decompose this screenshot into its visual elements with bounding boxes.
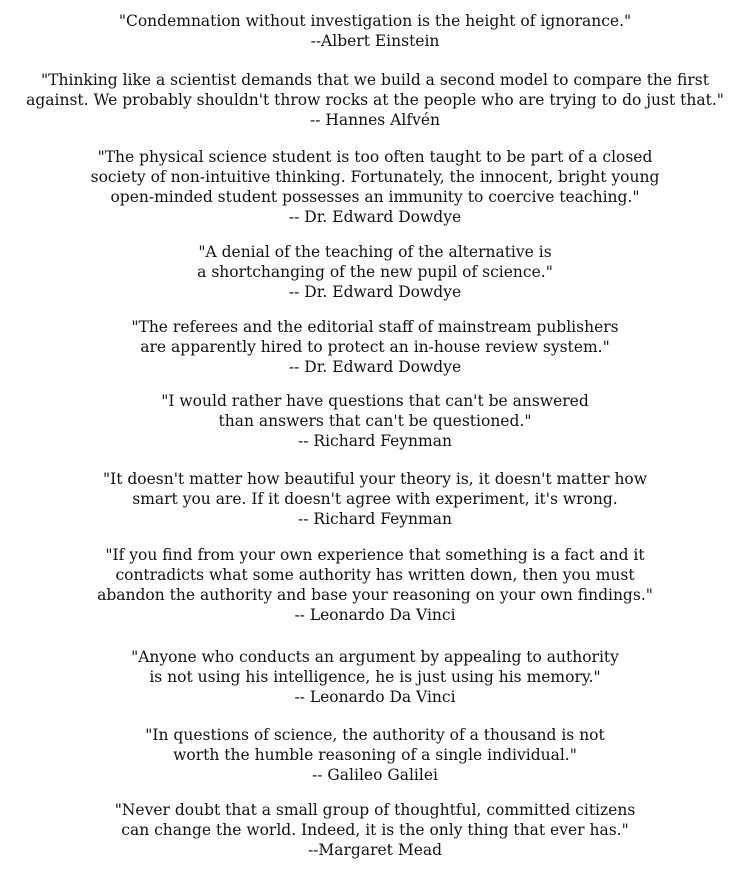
quote-block — [0, 800, 750, 860]
quote-line: "The referees and the editorial staff of mainstream publishers — [131, 318, 619, 336]
quote-line: "Condemnation without investigation is the height of ignorance." — [118, 12, 632, 30]
quote-block — [0, 70, 750, 130]
quote-author: -- Dr. Edward Dowdye — [288, 283, 462, 301]
quote-author: -- Dr. Edward Dowdye — [288, 358, 462, 376]
quote-line: than answers that can't be questioned." — [218, 412, 532, 430]
quote-block — [0, 242, 750, 302]
quote-block — [0, 391, 750, 451]
quote-line: "The physical science student is too often taught to be part of a closed — [97, 148, 653, 166]
quote-line: contradicts what some authority has written down, then you must — [115, 566, 635, 584]
quote-author: --Margaret Mead — [307, 841, 443, 859]
quote-line: smart you are. If it doesn't agree with experiment, it's wrong. — [132, 490, 618, 508]
quote-line: is not using his intelligence, he is just using his memory." — [149, 668, 601, 686]
quote-author: -- Hannes Alfvén — [310, 111, 440, 129]
quote-line: "Anyone who conducts an argument by appealing to authority — [131, 648, 619, 666]
quote-line: "I would rather have questions that can't be answered — [161, 392, 589, 410]
quote-author: -- Dr. Edward Dowdye — [288, 208, 462, 226]
quote-line: against. We probably shouldn't throw rocks at the people who are trying to do just that." — [26, 91, 724, 109]
quote-line: "Never doubt that a small group of thoughtful, committed citizens — [114, 801, 636, 819]
quote-block — [0, 647, 750, 707]
quote-line: "Thinking like a scientist demands that we build a second model to compare the first — [41, 71, 709, 89]
quote-line: "It doesn't matter how beautiful your theory is, it doesn't matter how — [102, 470, 648, 488]
quote-block — [0, 317, 750, 377]
quote-author: -- Richard Feynman — [298, 432, 452, 450]
quote-line: abandon the authority and base your reasoning on your own findings." — [97, 586, 653, 604]
quote-line: society of non-intuitive thinking. Fortunately, the innocent, bright young — [90, 168, 660, 186]
quote-line: "A denial of the teaching of the alternative is — [198, 243, 552, 261]
quote-block — [0, 11, 750, 51]
quote-line: are apparently hired to protect an in-house review system." — [140, 338, 610, 356]
quote-author: -- Leonardo Da Vinci — [294, 606, 456, 624]
quote-line: open-minded student possesses an immunity to coercive teaching." — [110, 188, 640, 206]
quote-author: -- Leonardo Da Vinci — [294, 688, 456, 706]
quote-block — [0, 545, 750, 625]
quote-line: a shortchanging of the new pupil of science." — [197, 263, 553, 281]
quote-author: -- Richard Feynman — [298, 510, 452, 528]
quote-block — [0, 725, 750, 785]
quote-line: worth the humble reasoning of a single individual." — [173, 746, 577, 764]
quote-author: -- Galileo Galilei — [312, 766, 438, 784]
quote-author: --Albert Einstein — [310, 32, 440, 50]
quote-block — [0, 147, 750, 227]
quote-line: can change the world. Indeed, it is the only thing that ever has." — [121, 821, 629, 839]
quote-block — [0, 469, 750, 529]
quote-line: "In questions of science, the authority of a thousand is not — [145, 726, 605, 744]
quote-line: "If you find from your own experience that something is a fact and it — [105, 546, 645, 564]
